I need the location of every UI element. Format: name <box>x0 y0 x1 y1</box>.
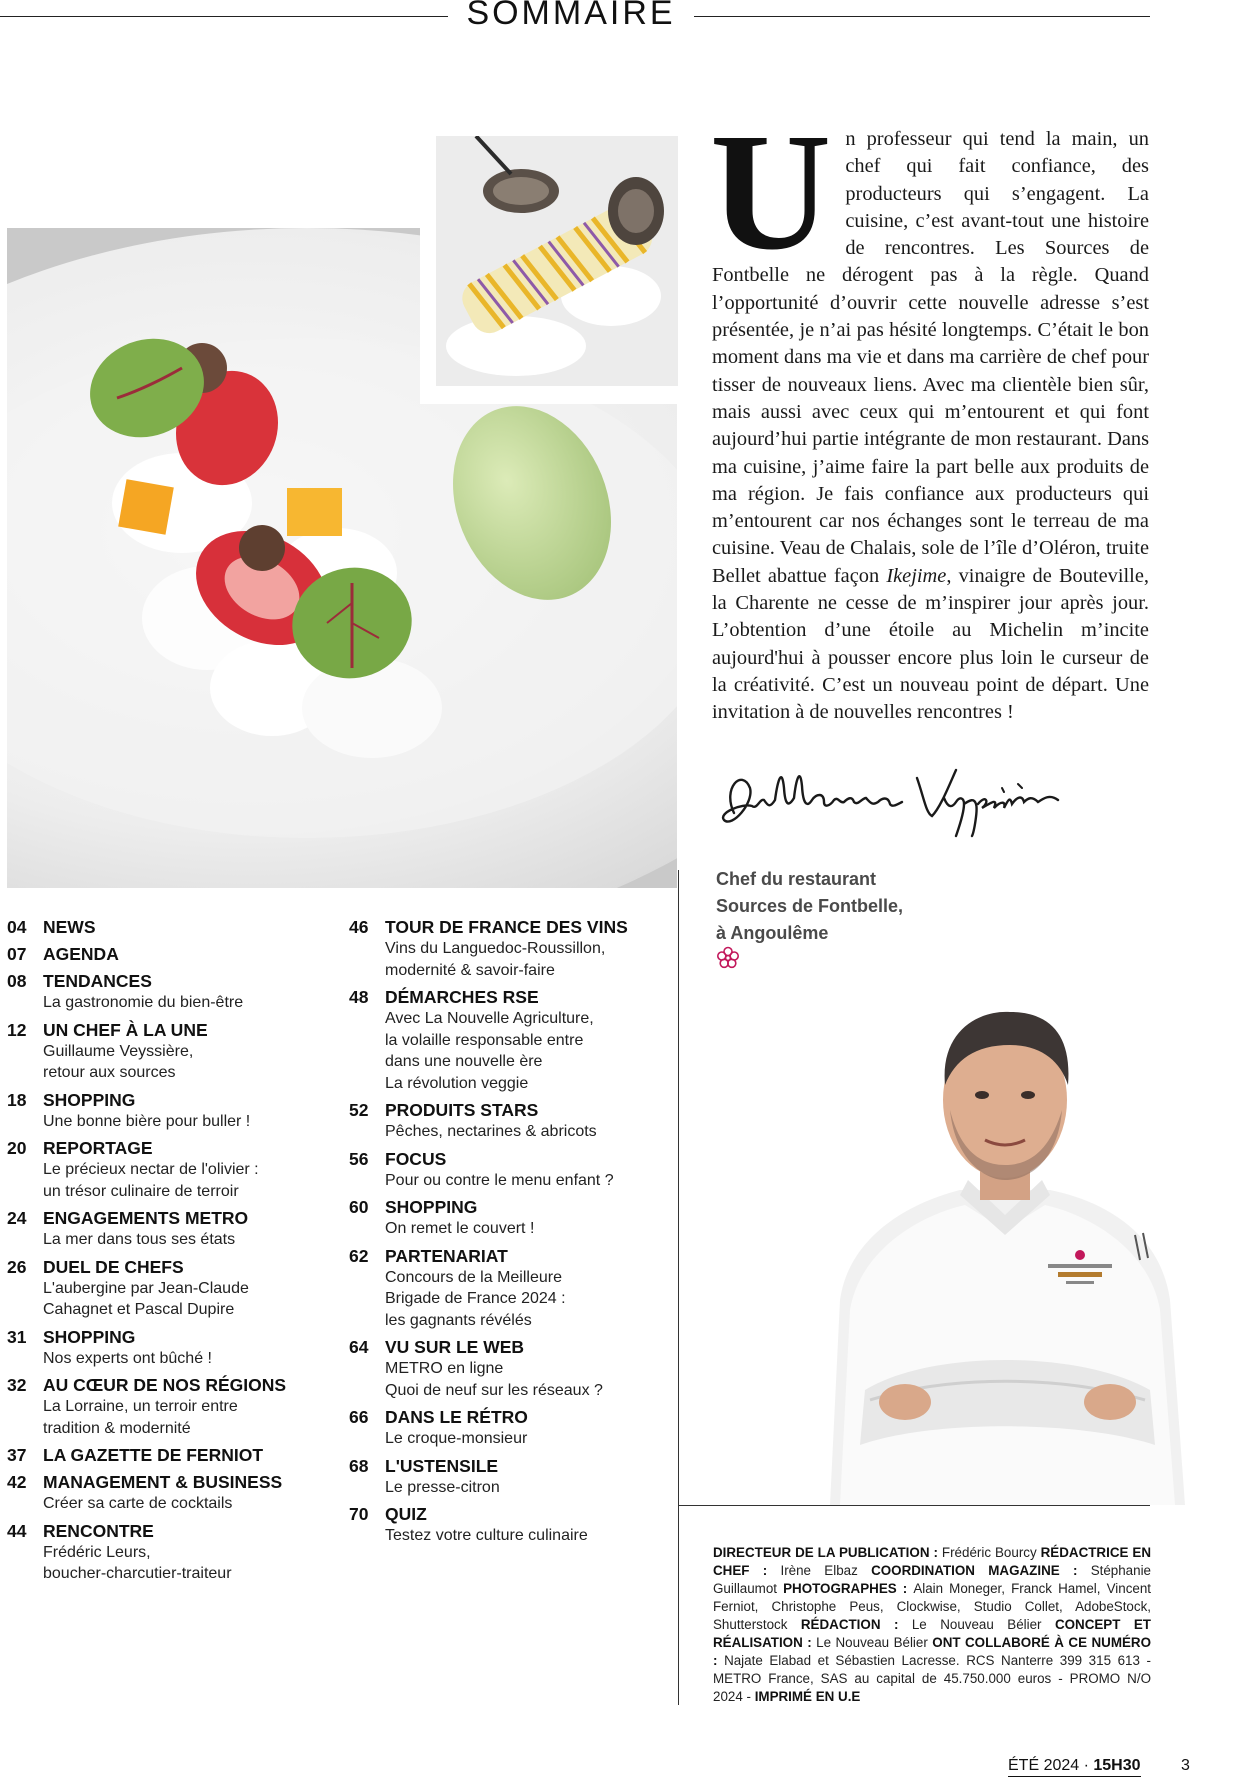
editorial-dropcap: U <box>710 99 832 285</box>
toc-page-number: 12 <box>7 1019 27 1040</box>
magazine-name: 15H30 <box>1093 1757 1141 1774</box>
toc-entry <box>7 970 337 1014</box>
credit-label: RÉDACTRICE EN CHEF : <box>713 1545 1151 1578</box>
toc-entry <box>7 1019 337 1084</box>
toc-entry <box>349 916 679 981</box>
toc-page-number: 60 <box>349 1197 369 1217</box>
toc-subtitle: Guillaume Veyssière, <box>43 1042 194 1060</box>
credit-label: DIRECTEUR DE LA PUBLICATION : <box>713 1545 942 1560</box>
toc-page-number: 04 <box>7 917 27 937</box>
publication-credits <box>713 1544 1151 1706</box>
toc-entry <box>7 1207 337 1251</box>
toc-subtitle: Quoi de neuf sur les réseaux ? <box>385 1381 603 1399</box>
toc-section-title: SHOPPING <box>43 1326 136 1347</box>
credit-label: CONCEPT ET RÉALISATION : <box>713 1617 1151 1650</box>
toc-section-title: DUEL DE CHEFS <box>43 1256 184 1277</box>
toc-right-column <box>349 916 679 1552</box>
truffle-photo <box>436 136 678 386</box>
toc-entry <box>349 1455 679 1499</box>
chef-signature <box>712 758 1077 838</box>
credit-value: Stéphanie Guillaumot <box>713 1563 1151 1596</box>
toc-subtitle: Concours de la Meilleure <box>385 1268 562 1286</box>
toc-entry <box>7 1256 337 1321</box>
credit-label: IMPRIMÉ EN U.E <box>754 1689 861 1704</box>
issue-label <box>1008 1757 1141 1777</box>
toc-page-number: 07 <box>7 944 27 964</box>
toc-subtitle: Pêches, nectarines & abricots <box>385 1123 597 1140</box>
toc-section-title: TENDANCES <box>43 971 152 991</box>
toc-subtitle: Le croque-monsieur <box>385 1430 528 1447</box>
toc-page-number: 24 <box>7 1208 27 1228</box>
toc-subtitle: Le presse-citron <box>385 1478 500 1496</box>
toc-entry <box>7 1089 337 1133</box>
chef-portrait-photo <box>810 990 1200 1505</box>
credit-value: Le Nouveau Bélier <box>816 1635 933 1650</box>
toc-subtitle: Cahagnet et Pascal Dupire <box>43 1301 235 1318</box>
toc-entry <box>7 1520 337 1585</box>
toc-page-number: 37 <box>7 1445 27 1465</box>
toc-subtitle: La mer dans tous ses états <box>43 1231 236 1248</box>
toc-section-title: ENGAGEMENTS METRO <box>43 1208 249 1228</box>
toc-section-title: NEWS <box>43 917 96 937</box>
toc-subtitle: Créer sa carte de cocktails <box>43 1495 233 1512</box>
toc-entry <box>349 1196 679 1240</box>
toc-page-number: 68 <box>349 1455 369 1476</box>
toc-subtitle: Frédéric Leurs, <box>43 1543 151 1561</box>
toc-subtitle: modernité & savoir-faire <box>385 961 555 979</box>
toc-subtitle: Vins du Languedoc-Roussillon, <box>385 940 606 957</box>
page-title: SOMMAIRE <box>466 0 676 32</box>
toc-section-title: TOUR DE FRANCE DES VINS <box>385 917 628 937</box>
toc-page-number: 18 <box>7 1089 27 1110</box>
toc-subtitle: Brigade de France 2024 : <box>385 1290 566 1307</box>
toc-page-number: 44 <box>7 1520 27 1541</box>
toc-section-title: PRODUITS STARS <box>385 1100 539 1120</box>
toc-subtitle: Avec La Nouvelle Agriculture, <box>385 1010 594 1027</box>
header-rule-left <box>0 16 448 17</box>
toc-subtitle: tradition & modernité <box>43 1419 191 1437</box>
chef-caption <box>716 866 996 947</box>
toc-page-number: 31 <box>7 1326 27 1347</box>
toc-section-title: DANS LE RÉTRO <box>385 1407 528 1427</box>
toc-subtitle: boucher-charcutier-traiteur <box>43 1565 232 1582</box>
toc-page-number: 46 <box>349 917 369 937</box>
toc-section-title: AU CŒUR DE NOS RÉGIONS <box>43 1375 287 1395</box>
toc-subtitle: METRO en ligne <box>385 1360 504 1377</box>
toc-section-title: FOCUS <box>385 1148 447 1169</box>
toc-entry <box>349 986 679 1094</box>
toc-subtitle: Nos experts ont bûché ! <box>43 1349 212 1367</box>
toc-page-number: 52 <box>349 1100 369 1120</box>
toc-entry <box>7 1137 337 1202</box>
toc-page-number: 64 <box>349 1337 369 1357</box>
toc-left-column <box>7 916 337 1590</box>
chef-caption-line-2: Sources de Fontbelle, <box>716 896 904 916</box>
editorial-italic-term: Ikejime <box>886 564 947 587</box>
credit-value: Najate Elabad et Sébastien Lacresse. RCS Nanterre 399 315 613 - METRO France, SAS au capital de 45.750.000 euros - PROMO N/O 2024 - <box>713 1653 1151 1704</box>
toc-page-number: 32 <box>7 1375 27 1395</box>
toc-section-title: SHOPPING <box>385 1197 478 1217</box>
toc-subtitle: Testez votre culture culinaire <box>385 1527 588 1544</box>
toc-subtitle: Une bonne bière pour buller ! <box>43 1112 251 1130</box>
toc-page-number: 20 <box>7 1138 27 1158</box>
toc-subtitle: retour aux sources <box>43 1064 176 1081</box>
header-rule-right <box>694 16 1150 17</box>
credits-divider <box>678 1505 1150 1506</box>
toc-section-title: L'USTENSILE <box>385 1455 499 1476</box>
toc-page-number: 66 <box>349 1407 369 1427</box>
toc-section-title: LA GAZETTE DE FERNIOT <box>43 1445 264 1465</box>
credit-label: PHOTOGRAPHES : <box>783 1581 914 1596</box>
toc-page-number: 26 <box>7 1256 27 1277</box>
toc-entry <box>7 916 337 938</box>
toc-section-title: PARTENARIAT <box>385 1245 508 1266</box>
toc-subtitle: Pour ou contre le menu enfant ? <box>385 1171 614 1189</box>
toc-section-title: AGENDA <box>43 944 119 964</box>
toc-section-title: VU SUR LE WEB <box>385 1337 525 1357</box>
toc-entry <box>7 1374 337 1439</box>
credit-label: RÉDACTION : <box>800 1617 912 1632</box>
toc-entry <box>7 1326 337 1370</box>
toc-section-title: UN CHEF À LA UNE <box>43 1019 208 1040</box>
toc-section-title: QUIZ <box>385 1504 427 1524</box>
toc-entry <box>7 943 337 965</box>
page-number: 3 <box>1181 1757 1190 1774</box>
toc-subtitle: un trésor culinaire de terroir <box>43 1182 239 1200</box>
toc-entry <box>349 1148 679 1192</box>
toc-subtitle: les gagnants révélés <box>385 1311 532 1329</box>
toc-page-number: 08 <box>7 971 27 991</box>
toc-page-number: 70 <box>349 1504 369 1524</box>
credit-value: Irène Elbaz <box>780 1563 872 1578</box>
toc-section-title: REPORTAGE <box>43 1138 153 1158</box>
credit-value: Le Nouveau Bélier <box>911 1617 1055 1632</box>
toc-subtitle: La Lorraine, un terroir entre <box>43 1398 238 1415</box>
toc-page-number: 62 <box>349 1245 369 1266</box>
toc-entry <box>349 1503 679 1547</box>
credit-label: COORDINATION MAGAZINE : <box>871 1563 1091 1578</box>
page-footer <box>1008 1757 1188 1781</box>
editorial-text-part-1: n professeur qui tend la main, un chef qui fait confiance, des producteurs qui s’engagent. La cuisine, c’est avant-tout une histoire de rencontres. Les Sources de Fontbelle ne dérogent pas à la règle. Quand l’opportunité d’ouvrir cette nouvelle adresse s’est présentée, je n’ai pas hésité longtemps. C’était le bon moment dans ma vie et dans ma carrière de chef pour tisser de nouveaux liens. Avec ma clientèle bien sûr, mais aussi avec ceux qui m’entourent et qui font aujourd’hui partie intégrante de mon restaurant. Dans ma cuisine, j’aime faire la part belle aux produits de ma région. Je fais confiance aux producteurs qui m’entourent car nos échanges sont le terreau de ma cuisine. Veau de Chalais, sole de l’île d’Oléron, truite Bellet abattue façon <box>712 128 1149 587</box>
toc-subtitle: La révolution veggie <box>385 1074 529 1092</box>
toc-entry <box>7 1444 337 1466</box>
toc-subtitle: Le précieux nectar de l'olivier : <box>43 1161 259 1178</box>
toc-subtitle: On remet le couvert ! <box>385 1220 535 1237</box>
toc-entry <box>349 1245 679 1332</box>
michelin-star-icon <box>716 946 740 970</box>
page-header <box>0 0 1250 40</box>
chef-caption-line-1: Chef du restaurant <box>716 869 877 889</box>
credit-label: ONT COLLABORÉ À CE NUMÉRO : <box>713 1635 1151 1668</box>
toc-entry <box>349 1406 679 1450</box>
toc-section-title: DÉMARCHES RSE <box>385 987 539 1007</box>
issue-season: ÉTÉ 2024 · <box>1008 1757 1094 1774</box>
editorial-text-part-2: , vinaigre de Bouteville, la Charente ne cesse de m’inspirer jour après jour. L’obtention d’une étoile au Michelin m’incite aujourd'hui à pousser encore plus loin le curseur de la créativité. C’est un nouveau point de départ. Une invitation à de nouvelles rencontres ! <box>712 564 1149 724</box>
toc-subtitle: La gastronomie du bien-être <box>43 994 244 1011</box>
toc-entry <box>349 1099 679 1143</box>
credit-value: Alain Moneger, Franck Hamel, Vincent Ferniot, Christophe Peus, Clockwise, Studio Collet, AdobeStock, Shutterstock <box>713 1581 1151 1632</box>
toc-page-number: 56 <box>349 1148 369 1169</box>
toc-subtitle: la volaille responsable entre <box>385 1031 584 1049</box>
toc-subtitle: L'aubergine par Jean-Claude <box>43 1279 249 1297</box>
toc-entry <box>7 1471 337 1515</box>
toc-section-title: MANAGEMENT & BUSINESS <box>43 1472 283 1492</box>
editorial-text <box>710 99 1149 727</box>
toc-section-title: RENCONTRE <box>43 1520 154 1541</box>
credit-value: Frédéric Bourcy <box>941 1545 1041 1560</box>
toc-entry <box>349 1336 679 1401</box>
toc-page-number: 42 <box>7 1472 27 1492</box>
toc-section-title: SHOPPING <box>43 1089 136 1110</box>
chef-caption-line-3: à Angoulême <box>716 923 829 943</box>
toc-page-number: 48 <box>349 987 369 1007</box>
toc-subtitle: dans une nouvelle ère <box>385 1053 543 1070</box>
